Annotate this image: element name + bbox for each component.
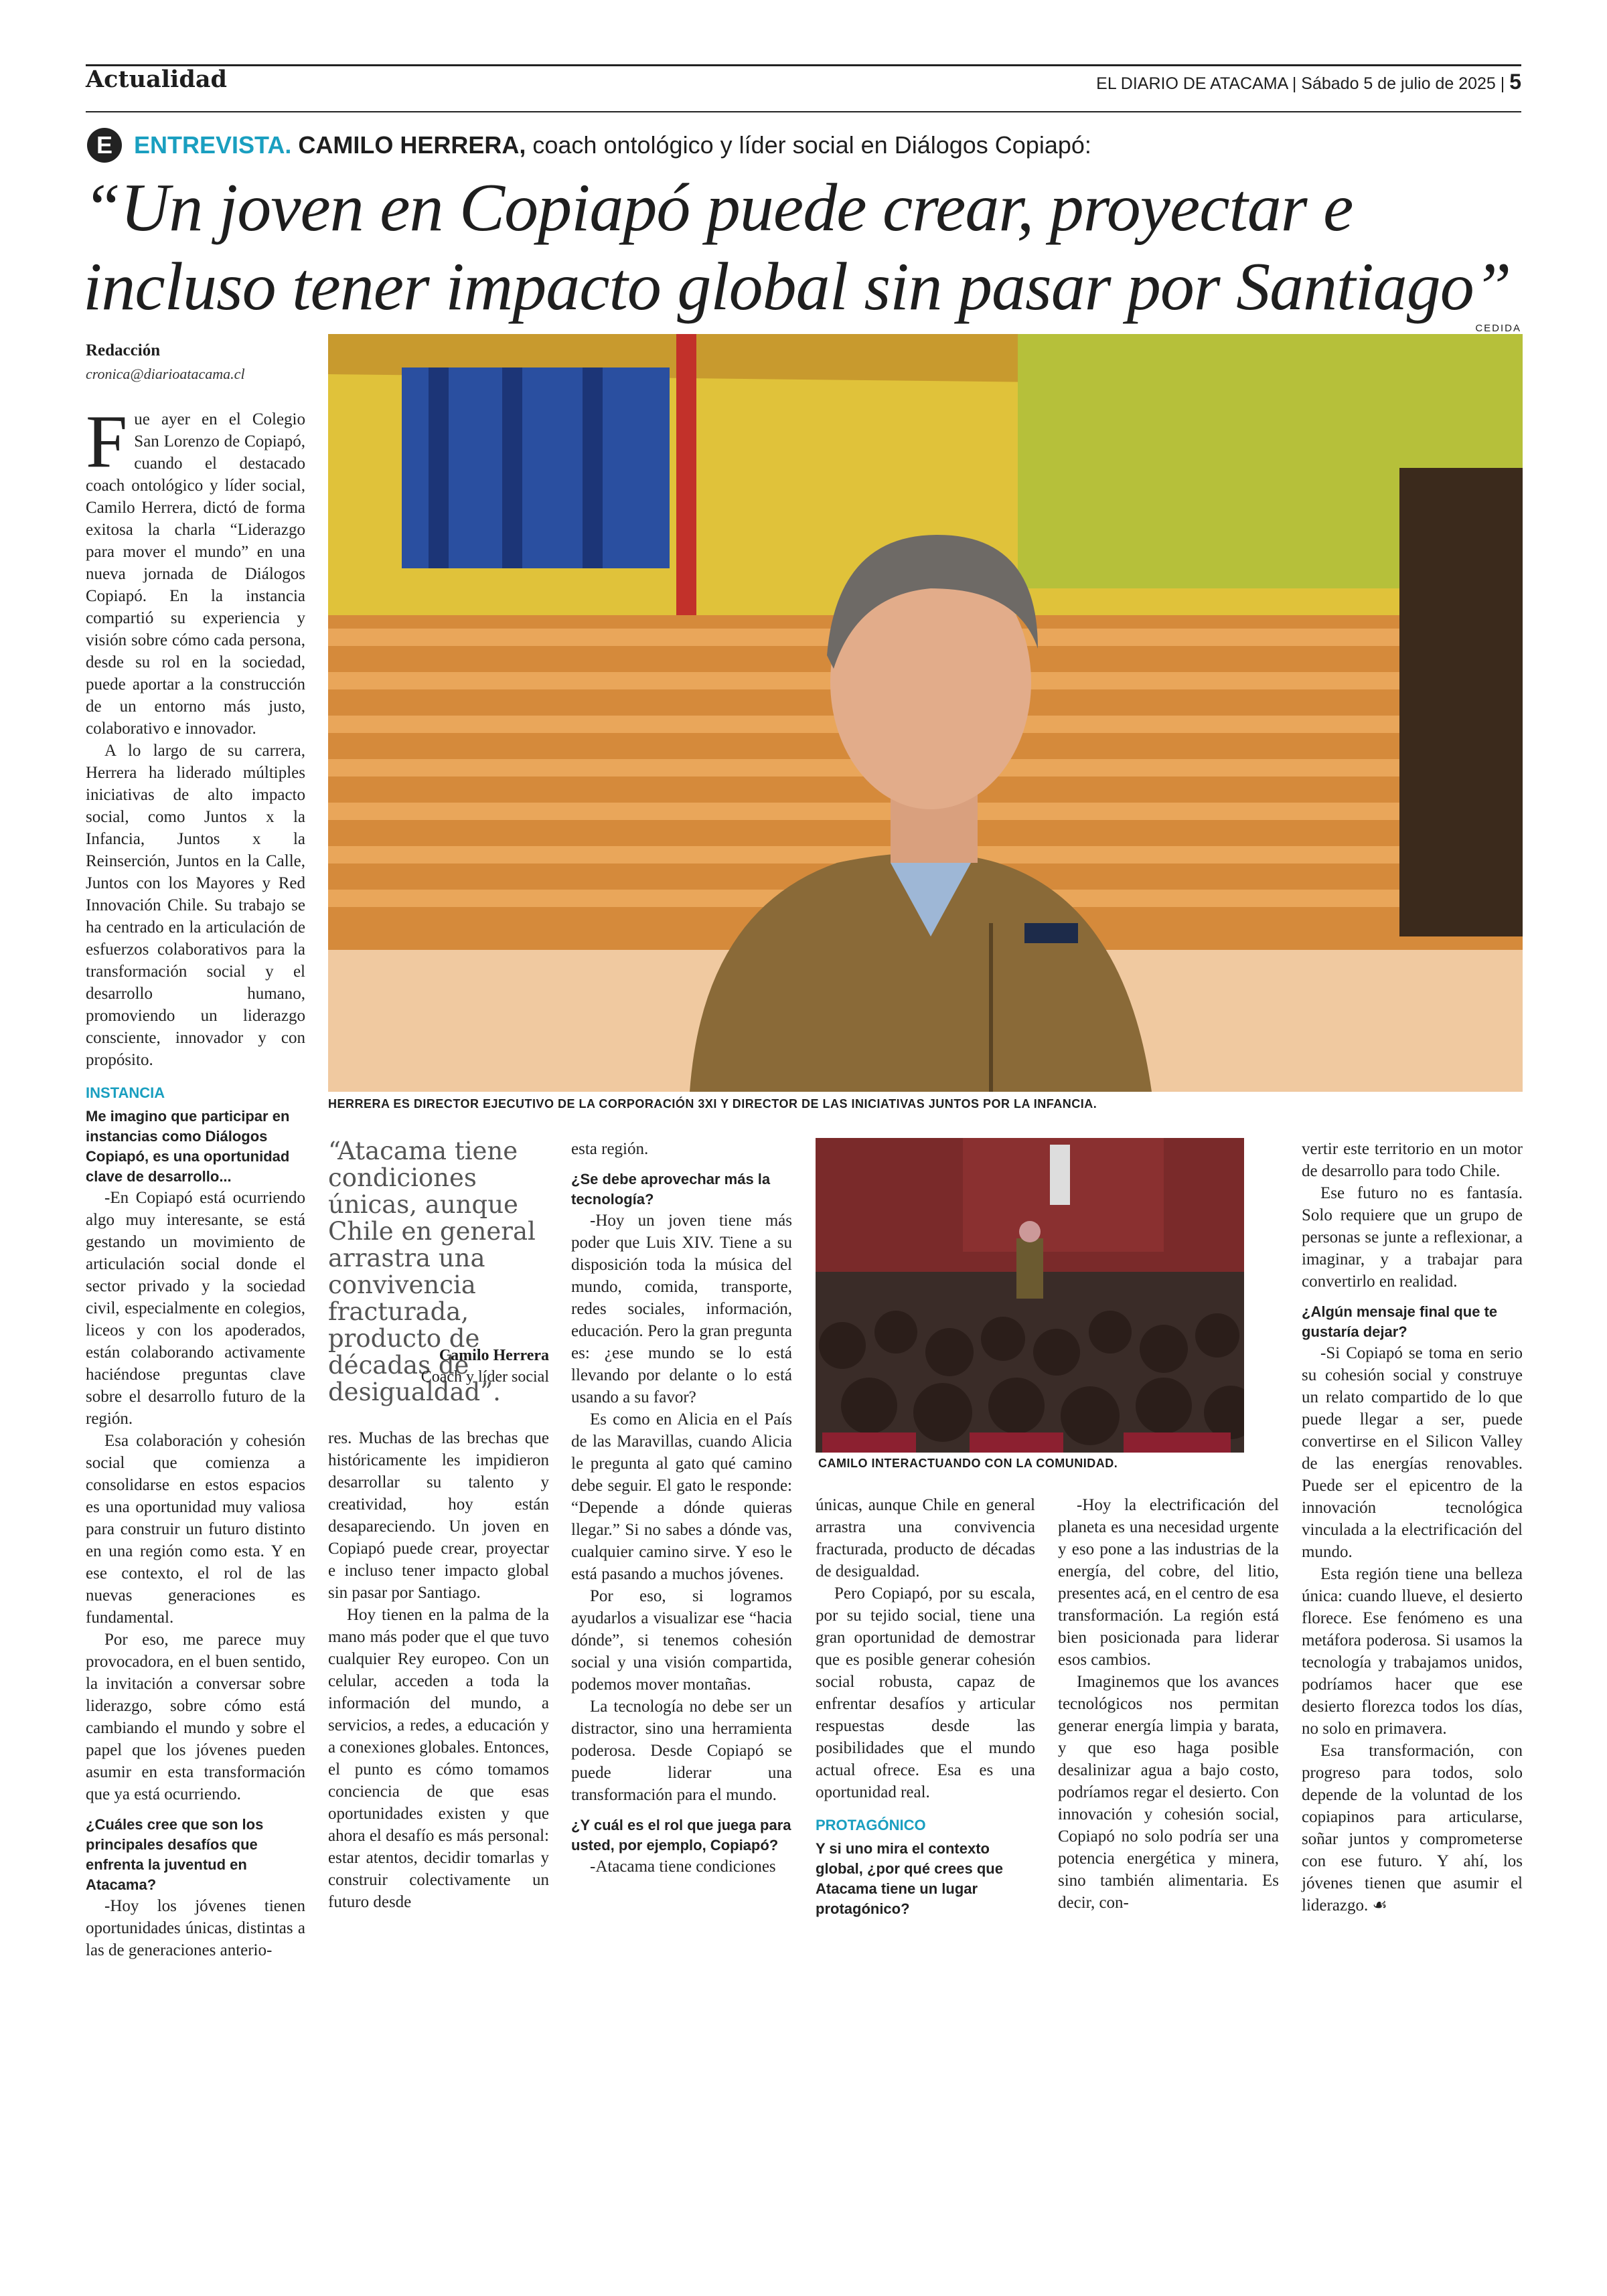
subheading-instancia: INSTANCIA (86, 1084, 165, 1101)
kicker-label: ENTREVISTA. (134, 131, 292, 159)
paragraph: Esta región tiene una belleza única: cuando llueve, el desierto florece. Ese fenómeno es una metáfora poderosa. Si usamos la tecnología y trabajamos unidos, podríamos hacer que ese desierto florezca todos los días, no solo en primavera. (1302, 1565, 1523, 1738)
paragraph (1302, 1740, 1523, 1916)
byline-name: Redacción (86, 341, 161, 359)
article-column-5 (1058, 1494, 1279, 1914)
paragraph: vertir este territorio en un motor de desarrollo para todo Chile. (1302, 1140, 1523, 1180)
article-column-6 (1302, 1138, 1523, 1916)
page-number: 5 (1509, 70, 1521, 94)
paragraph: únicas, aunque Chile en general arrastra una convivencia fracturada, producto de décadas de desigualdad. (816, 1496, 1035, 1580)
question: ¿Algún mensaje final que te gustaría dejar? (1302, 1303, 1498, 1340)
issue-date: Sábado 5 de julio de 2025 (1301, 74, 1496, 93)
paragraph: res. Muchas de las brechas que históricamente les impidieron desarrollar su talento y creatividad, hoy están desapareciendo. Un joven en Copiapó puede crear, proyectar e incluso tener impacto global sin pasar por Santiago. (328, 1429, 549, 1602)
photo-caption: HERRERA ES DIRECTOR EJECUTIVO DE LA CORPORACIÓN 3XI Y DIRECTOR DE LAS INICIATIVAS JUNTOS POR LA INFANCIA. (328, 1097, 1097, 1111)
lead-text: ue ayer en el Colegio San Lorenzo de Copiapó, cuando el destacado coach ontológico y líder social, Camilo Herrera, dictó de forma exitosa la charla “Liderazgo para mover el mundo” en una nueva jornada de Diálogos Copiapó. En la instancia compartió su experiencia y visión sobre cómo cada persona, desde su rol en la sociedad, puede aportar a la construcción de un entorno más justo, colaborativo e innovador. (86, 410, 305, 738)
paragraph: -En Copiapó está ocurriendo algo muy interesante, se está gestando un movimiento de articulación social donde el sector privado y la sociedad civil, especialmente en colegios, liceos y con los apoderados, están colaborando activamente haciéndose preguntas clave sobre el desarrollo futuro de la región. (86, 1189, 305, 1428)
paragraph: Por eso, si logramos ayudarlos a visualizar ese “hacia dónde”, si tenemos cohesión social y una visión compartida, podemos mover montañas. (571, 1587, 792, 1694)
article-column-2 (328, 1427, 549, 1913)
end-mark-icon: ☙ (1372, 1896, 1387, 1914)
closing-text: Esa transformación, con progreso para todos, solo depende de la voluntad de los copiapinos para articularse, soñar juntos y comprometerse con ese futuro. Y ahí, los jóvenes tienen que asumir el liderazgo. (1302, 1742, 1523, 1914)
kicker (134, 131, 1091, 159)
paragraph: A lo largo de su carrera, Herrera ha liderado múltiples iniciativas de alto impacto social, como Juntos x la Infancia, Juntos x la Reinserción, Juntos en la Calle, Juntos con los Mayores y Red Innovación Chile. Su trabajo se ha centrado en la articulación de esfuerzos colaborativos para la transformación social y el desarrollo humano, promoviendo un liderazgo consciente, innovador y con propósito. (86, 742, 305, 1069)
kicker-role: coach ontológico y líder social en Diálogos Copiapó: (532, 131, 1091, 159)
paragraph: -Si Copiapó se toma en serio su cohesión social y construye un relato compartido de lo que puede llegar a ser, puede convertirse en el Silicon Valley de las energías renovables. Puede ser el epicentro de la innovación tecnológica vinculada a la electrificación del mundo. (1302, 1344, 1523, 1561)
subheading-protagonico: PROTAGÓNICO (816, 1817, 926, 1833)
question: ¿Y cuál es el rol que juega para usted, por ejemplo, Copiapó? (571, 1817, 791, 1854)
lead-paragraph (86, 400, 305, 740)
paragraph: -Atacama tiene condiciones (590, 1858, 776, 1876)
question: ¿Se debe aprovechar más la tecnología? (571, 1171, 771, 1208)
entrevista-badge-icon: E (87, 128, 122, 163)
paragraph: -Hoy los jóvenes tienen oportunidades únicas, distintas a las de generaciones anterio- (86, 1897, 305, 1959)
article-column-4 (816, 1494, 1035, 1919)
paragraph: La tecnología no debe ser un distractor, sino una herramienta poderosa. Desde Copiapó se puede liderar una transformación para el mundo. (571, 1698, 792, 1804)
kicker-name: CAMILO HERRERA, (298, 131, 526, 159)
community-photo (816, 1138, 1244, 1453)
drop-cap: F (86, 400, 128, 483)
question: ¿Cuáles cree que son los principales desafíos que enfrenta la juventud en Atacama? (86, 1816, 264, 1893)
header-rule (86, 111, 1521, 112)
paragraph: -Hoy un joven tiene más poder que Luis XIV. Tiene a su disposición toda la música del mundo, comida, transporte, redes sociales, información, educación. Pero la gran pregunta es: ¿ese mundo se lo está llevando por delante o lo está usando a su favor? (571, 1212, 792, 1406)
section-label: Actualidad (86, 66, 227, 93)
paragraph: Ese futuro no es fantasía. Solo requiere que un grupo de personas se junte a reflexionar, a imaginar, y a trabajar para convertirlo en realidad. (1302, 1184, 1523, 1291)
photo-credit: CEDIDA (1475, 323, 1521, 334)
article-column-1 (86, 400, 305, 1961)
question: Me imagino que participar en instancias como Diálogos Copiapó, es una oportunidad clave de desarrollo... (86, 1108, 290, 1185)
photo-caption-2: CAMILO INTERACTUANDO CON LA COMUNIDAD. (818, 1457, 1118, 1470)
paragraph: Por eso, me parece muy provocadora, en el buen sentido, la invitación a conversar sobre liderazgo, sobre cómo está cambiando el mundo y sobre el papel que los jóvenes pueden asumir en esta transformación que ya está ocurriendo. (86, 1631, 305, 1803)
header-info: EL DIARIO DE ATACAMA | Sábado 5 de julio de 2025 | 5 (1096, 70, 1521, 94)
paragraph: Pero Copiapó, por su escala, por su tejido social, tiene una gran oportunidad de demostrar que es posible generar cohesión social robusta, capaz de enfrentar desafíos y articular respuestas desde las posibilidades que el mundo actual ofrece. Esa es una oportunidad real. (816, 1584, 1035, 1801)
paragraph: Hoy tienen en la palma de la mano más poder que el que tuvo cualquier Rey europeo. Con un celular, acceden a toda la información del mundo, a servicios, a redes, a educación y a conexiones globales. Entonces, el punto es cómo tomamos conciencia de que esas oportunidades existen y que ahora el desafío es más personal: estar atentos, decidir tomarlas y construir colectivamente un futuro desde (328, 1606, 549, 1911)
pull-quote-name: Camilo Herrera (439, 1347, 549, 1364)
paragraph: -Hoy la electrificación del planeta es una necesidad urgente y eso pone a las industrias de la energía, del cobre, del litio, presentes acá, en el centro de esa transformación. La región está bien posicionada para liderar esos cambios. (1058, 1496, 1279, 1669)
pull-quote-role: Coach y líder social (420, 1368, 549, 1386)
pull-quote: “Atacama tiene condiciones únicas, aunque Chile en general arrastra una convivencia fracturada, producto de décadas de desigualdad”. (328, 1137, 536, 1406)
portrait-photo (328, 334, 1523, 1092)
paragraph: Es como en Alicia en el País de las Maravillas, cuando Alicia le pregunta al gato qué camino debe seguir. El gato le responde: “Depende a dónde quieras llegar.” Si no sabes a dónde vas, cualquier camino sirve. Y eso le está pasando a muchos jóvenes. (571, 1410, 792, 1583)
question: Y si uno mira el contexto global, ¿por qué crees que Atacama tiene un lugar protagónico? (816, 1840, 1003, 1917)
paragraph: esta región. (571, 1140, 649, 1158)
header-top-rule (86, 64, 1521, 66)
headline: “Un joven en Copiapó puede crear, proyectar e incluso tener impacto global sin pasar por Santiago” (83, 170, 1511, 325)
paragraph: Imaginemos que los avances tecnológicos nos permitan generar energía limpia y barata, y que eso haga posible desalinizar agua a bajo costo, podríamos regar el desierto. Con innovación y cohesión social, Copiapó no solo podría ser una potencia energética y minera, sino también alimentaria. Es decir, con- (1058, 1673, 1279, 1912)
byline-email: cronica@diarioatacama.cl (86, 365, 245, 382)
paper-name: EL DIARIO DE ATACAMA (1096, 74, 1288, 93)
paragraph: Esa colaboración y cohesión social que comienza a consolidarse en estos espacios es una oportunidad muy valiosa para construir un futuro distinto en una región como esta. Y en ese contexto, el rol de las nuevas generaciones es fundamental. (86, 1432, 305, 1627)
article-column-3 (571, 1138, 792, 1878)
